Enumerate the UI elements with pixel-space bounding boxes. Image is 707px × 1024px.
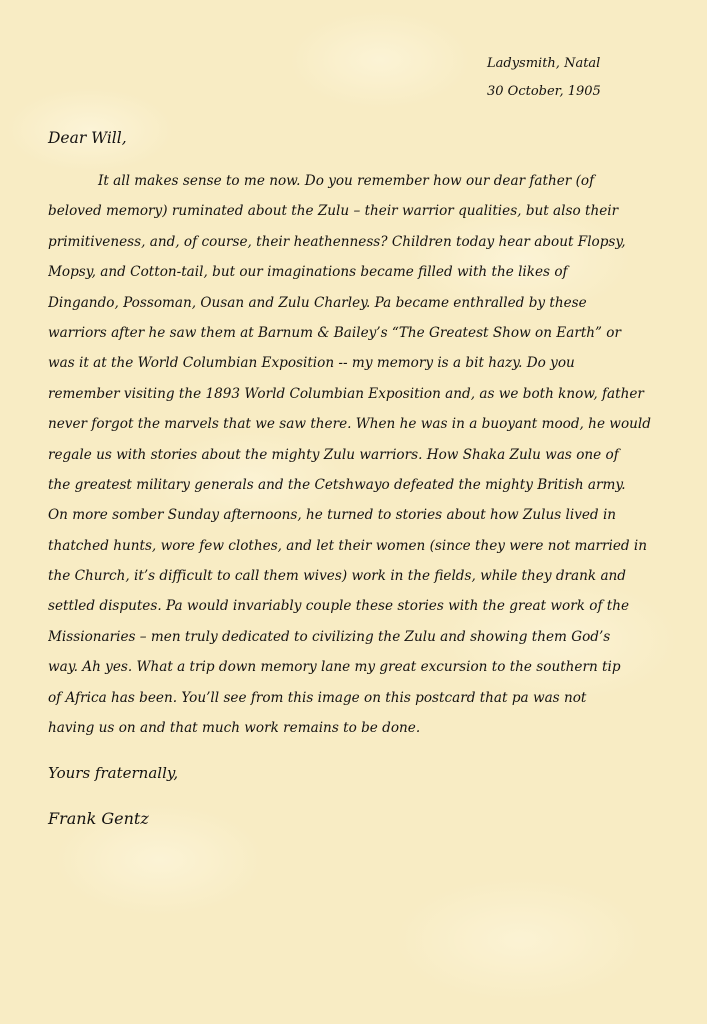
body-line: beloved memory) ruminated about the Zulu – their warrior qualities, but also their <box>48 203 619 220</box>
body-line: Missionaries – men truly dedicated to civilizing the Zulu and showing them God’s <box>48 628 611 645</box>
body-line: never forgot the marvels that we saw there. When he was in a buoyant mood, he would <box>48 416 651 433</box>
letter-place: Ladysmith, Natal <box>487 56 601 71</box>
body-line: having us on and that much work remains to be done. <box>48 720 421 737</box>
letter-body <box>48 166 660 743</box>
body-line: warriors after he saw them at Barnum & Bailey’s “The Greatest Show on Earth” or <box>48 324 621 341</box>
body-line: It all makes sense to me now. Do you remember how our dear father (of <box>98 173 595 189</box>
body-line: thatched hunts, wore few clothes, and let their women (since they were not married in <box>48 537 648 554</box>
letter-date: 30 October, 1905 <box>487 84 601 99</box>
body-line: primitiveness, and, of course, their heathenness? Children today hear about Flopsy, <box>48 233 626 250</box>
body-line: Dingando, Possoman, Ousan and Zulu Charley. Pa became enthralled by these <box>48 294 587 311</box>
body-line: way. Ah yes. What a trip down memory lane my great excursion to the southern tip <box>48 659 621 676</box>
closing: Yours fraternally, <box>48 764 179 782</box>
body-line: Mopsy, and Cotton-tail, but our imaginations became filled with the likes of <box>48 264 568 281</box>
body-line: the greatest military generals and the Cetshwayo defeated the mighty British army. <box>48 476 626 493</box>
body-line: was it at the World Columbian Exposition -- my memory is a bit hazy. Do you <box>48 355 575 372</box>
dateline <box>487 50 687 106</box>
signature: Frank Gentz <box>48 809 149 828</box>
body-line: settled disputes. Pa would invariably couple these stories with the great work of the <box>48 598 630 615</box>
body-line: regale us with stories about the mighty Zulu warriors. How Shaka Zulu was one of <box>48 446 619 463</box>
body-line: of Africa has been. You’ll see from this image on this postcard that pa was not <box>48 689 587 706</box>
salutation: Dear Will, <box>48 129 127 147</box>
body-line: the Church, it’s difficult to call them wives) work in the fields, while they drank and <box>48 568 626 585</box>
body-line: On more somber Sunday afternoons, he turned to stories about how Zulus lived in <box>48 507 617 524</box>
body-line: remember visiting the 1893 World Columbian Exposition and, as we both know, father <box>48 385 644 402</box>
